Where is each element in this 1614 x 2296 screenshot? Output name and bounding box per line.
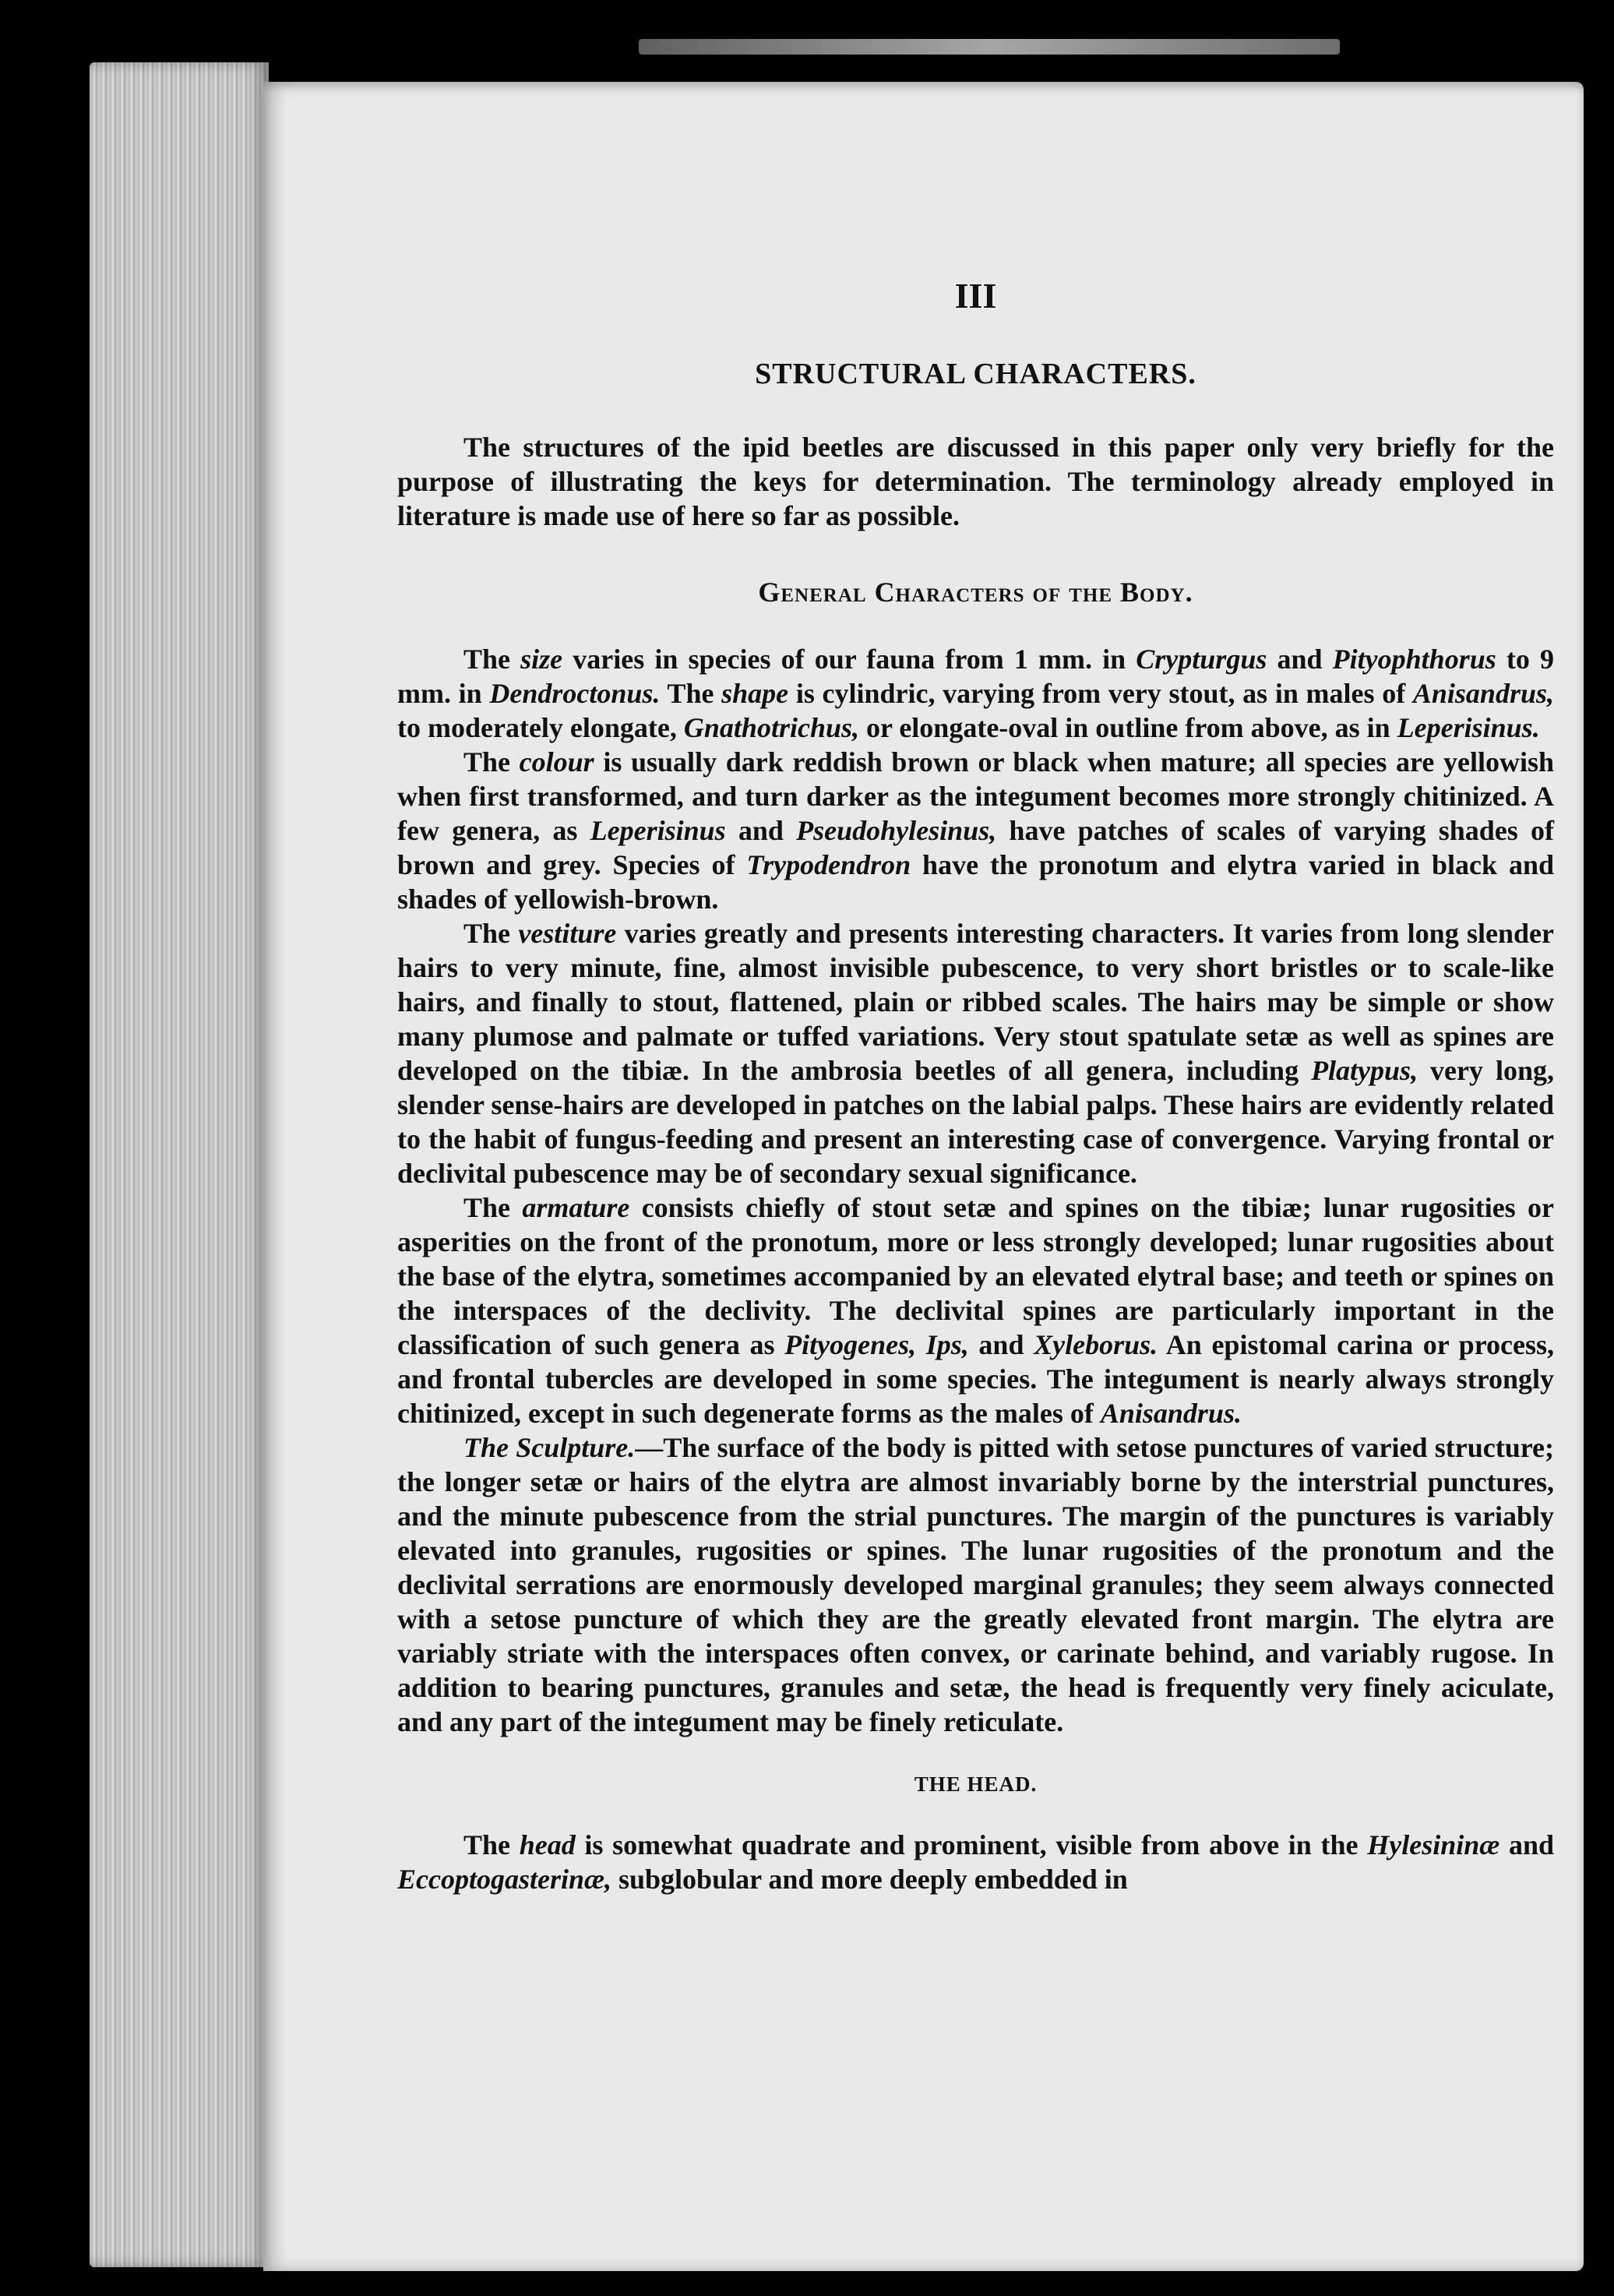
chapter-title: STRUCTURAL CHARACTERS. [755, 358, 1196, 390]
size-paragraph: The size varies in species of our fauna from 1 mm. in Crypturgus and Pityophthorus to 9 mm. in Dendroctonus. The shape is cylindric, varying from very stout, as in males of Anisandrus, to moderately elongate, Gnathotrichus, or elongate-oval in outline from above, as in Leperisinus. [397, 644, 1554, 743]
page-text [397, 273, 1554, 1896]
intro-paragraph: The structures of the ipid beetles are discussed in this paper only very briefly for the purpose of illustrating the keys for determination. The terminology already employed in literature is made use of here so far as possible. [397, 432, 1554, 531]
vestiture-paragraph: The vestiture varies greatly and presents interesting characters. It varies from long slender hairs to very minute, fine, almost invisible pubescence, to very short bristles or to scale-like hairs, and finally to stout, flattened, plain or ribbed scales. The hairs may be simple or show many plumose and palmate or tuffed variations. Very stout spatulate setæ as well as spines are developed on the tibiæ. In the ambrosia beetles of all genera, including Platypus, very long, slender sense-hairs are developed in patches on the labial palps. These hairs are evidently related to the habit of fungus-feeding and present an interesting case of convergence. Varying frontal or declivital pubescence may be of secondary sexual significance. [397, 918, 1555, 1189]
sculpture-paragraph: The Sculpture.—The surface of the body is pitted with setose punctures of varied structure; the longer setæ or hairs of the elytra are almost invariably borne by the interstrial punctures, and the minute pubescence from the strial punctures. The margin of the punctures is variably elevated into granules, rugosities or spines. The lunar rugosities of the pronotum and the declivital serrations are enormously developed marginal granules; they seem always connected with a setose puncture of which they are the greatly elevated front margin. The elytra are variably striate with the interspaces often convex, or carinate behind, and variably rugose. In addition to bearing punctures, granules and setæ, the head is frequently very finely aciculate, and any part of the integument may be finely reticulate. [397, 1432, 1555, 1737]
book-page-edges [90, 62, 269, 2267]
chapter-number: III [954, 276, 997, 316]
armature-paragraph: The armature consists chiefly of stout setæ and spines on the tibiæ; lunar rugosities or asperities on the front of the pronotum, more or less strongly developed; lunar rugosities about the base of the elytra, sometimes accompanied by an elevated elytral base; and teeth or spines on the interspaces of the declivity. The declivital spines are particularly important in the classification of such genera as Pityogenes, Ips, and Xyleborus. An epistomal carina or process, and frontal tubercles are developed in some species. The integument is nearly always strongly chitinized, except in such degenerate forms as the males of Anisandrus. [397, 1192, 1554, 1429]
head-paragraph: The head is somewhat quadrate and prominent, visible from above in the Hylesininæ and Eccoptogasterinæ, subglobular and more deeply embedded in [397, 1829, 1554, 1895]
section-heading-head: THE HEAD. [914, 1772, 1038, 1796]
book-top-edge [639, 39, 1340, 55]
section-heading-general: General Characters of the Body. [758, 577, 1193, 608]
colour-paragraph: The colour is usually dark reddish brown or black when mature; all species are yellowish when first transformed, and turn darker as the integument becomes more strongly chitinized. A few genera, as Leperisinus and Pseudohylesinus, have patches of scales of varying shades of brown and grey. Species of Trypodendron have the pronotum and elytra varied in black and shades of yellowish-brown. [397, 746, 1555, 915]
